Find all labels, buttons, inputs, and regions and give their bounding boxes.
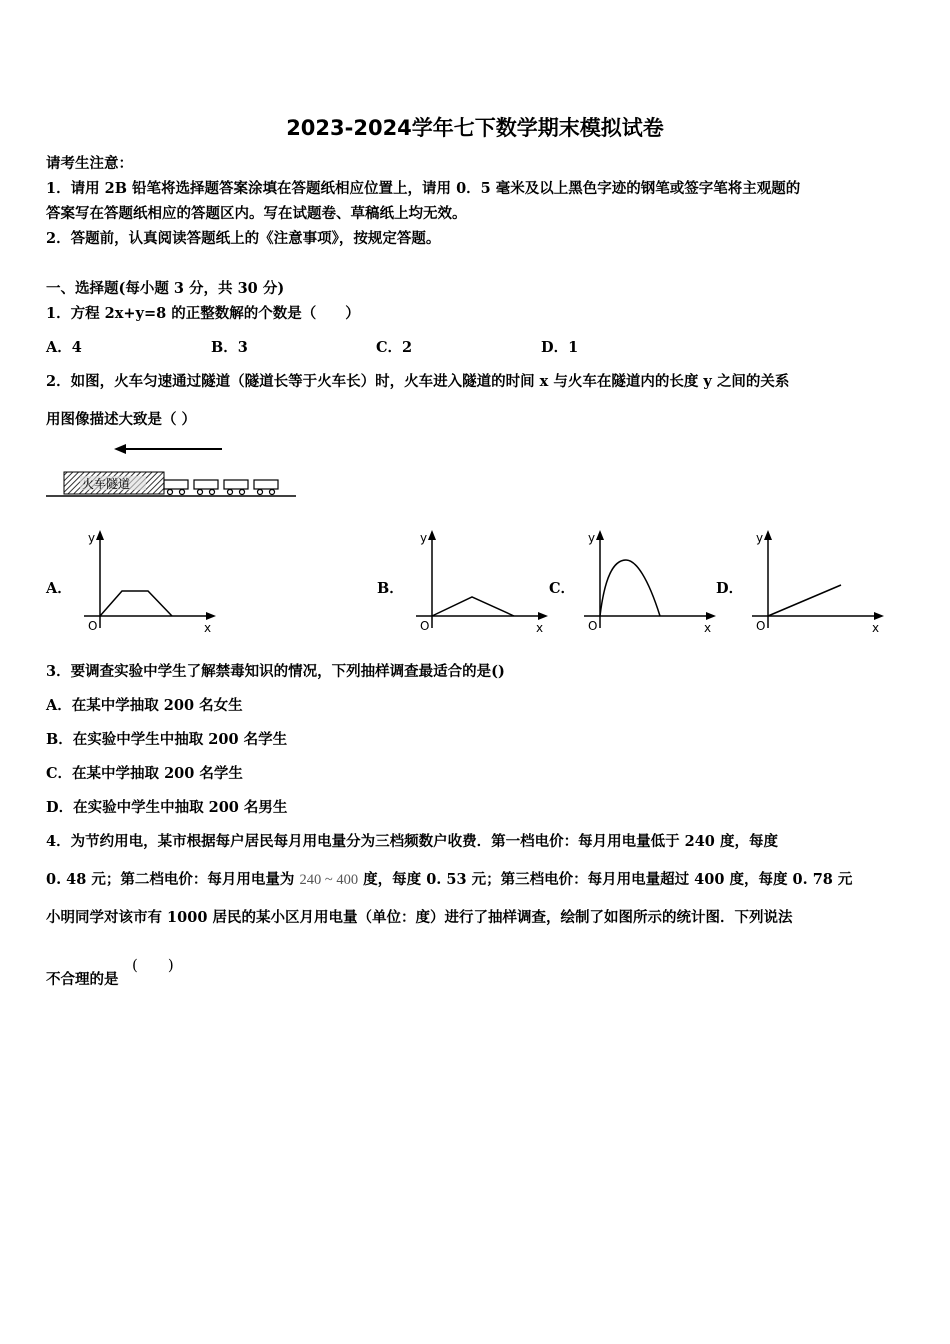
q2-option-a-label: A． [46, 580, 72, 597]
q3-stem: 3．要调查实验中学生了解禁毒知识的情况，下列抽样调查最适合的是() [46, 663, 505, 680]
q4-line2 [46, 868, 852, 889]
q3-option-d: D．在实验中学生中抽取 200 名男生 [46, 799, 288, 816]
graph-c-curve [600, 560, 660, 616]
q4-line1: 4．为节约用电，某市根据每户居民每月用电量分为三档频数户收费．第一档电价：每月用电量低于 240 度，每度 [46, 833, 778, 850]
q3-option-c: C．在某中学抽取 200 名学生 [46, 765, 243, 782]
graph-a-origin: O [88, 619, 98, 633]
graph-c-y-label: y [588, 531, 596, 545]
q1-stem: 1．方程 2x+y=8 的正整数解的个数是（ ） [46, 305, 360, 322]
graph-d-y-label: y [756, 531, 764, 545]
q2-option-b-label: B． [377, 580, 404, 597]
q4-line4: 不合理的是 [46, 971, 119, 988]
q4-answer-paren: ( ) [132, 956, 174, 974]
graph-d-curve [768, 585, 841, 616]
q4-line2-b: 度，每度 0. 53 元；第三档电价：每月用电量超过 400 度，每度 0. 78 元 [363, 871, 853, 888]
graph-c-origin: O [588, 619, 598, 633]
graph-b-origin: O [420, 619, 430, 633]
graph-b [412, 528, 552, 636]
notice-item2: 2．答题前，认真阅读答题纸上的《注意事项》，按规定答题。 [46, 230, 441, 247]
section-heading: 一、选择题(每小题 3 分，共 30 分) [46, 280, 285, 297]
graph-b-y-label: y [420, 531, 428, 545]
graph-d-origin: O [756, 619, 766, 633]
q2-stem-line1: 2．如图，火车匀速通过隧道（隧道长等于火车长）时，火车进入隧道的时间 x 与火车在隧道内的长度 y 之间的关系 [46, 373, 790, 390]
graph-b-curve [432, 597, 514, 616]
graph-a-y-label: y [88, 531, 96, 545]
q3-option-b: B．在实验中学生中抽取 200 名学生 [46, 731, 288, 748]
q2-option-c-label: C． [549, 580, 576, 597]
graph-c-x-label: x [704, 621, 712, 635]
tunnel-label: 火车隧道 [82, 477, 131, 491]
q4-line3: 小明同学对该市有 1000 居民的某小区月用电量（单位：度）进行了抽样调查，绘制了如图所示的统计图．下列说法 [46, 909, 793, 926]
q1-option-c: C．2 [376, 339, 413, 356]
train-cars [164, 480, 278, 495]
q3-option-a: A．在某中学抽取 200 名女生 [46, 697, 243, 714]
graph-d [748, 528, 888, 636]
graph-b-x-label: x [536, 621, 544, 635]
notice-item1-line2: 答案写在答题纸相应的答题区内。写在试题卷、草稿纸上均无效。 [46, 205, 467, 222]
q2-option-d-label: D． [716, 580, 744, 597]
q1-option-b: B．3 [211, 339, 248, 356]
exam-title: 2023-2024学年七下数学期末模拟试卷 [286, 116, 664, 140]
graph-a-curve [100, 591, 172, 616]
q1-option-a: A．4 [46, 339, 82, 356]
graph-a-x-label: x [204, 621, 212, 635]
graph-a [80, 528, 220, 636]
notice-item1-line1: 1．请用 2B 铅笔将选择题答案涂填在答题纸相应位置上，请用 0．5 毫米及以上黑色字迹的钢笔或签字笔将主观题的 [46, 180, 801, 197]
train-tunnel-figure [44, 438, 300, 504]
q4-range: 240 ~ 400 [299, 872, 359, 888]
graph-d-x-label: x [872, 621, 880, 635]
q1-option-d: D．1 [541, 339, 579, 356]
arrow-head-icon [114, 444, 126, 454]
q2-stem-line2: 用图像描述大致是（ ） [46, 411, 197, 428]
notice-heading: 请考生注意： [46, 155, 133, 172]
graph-c [580, 528, 720, 636]
q4-line2-a: 0. 48 元；第二档电价：每月用电量为 [46, 871, 295, 888]
